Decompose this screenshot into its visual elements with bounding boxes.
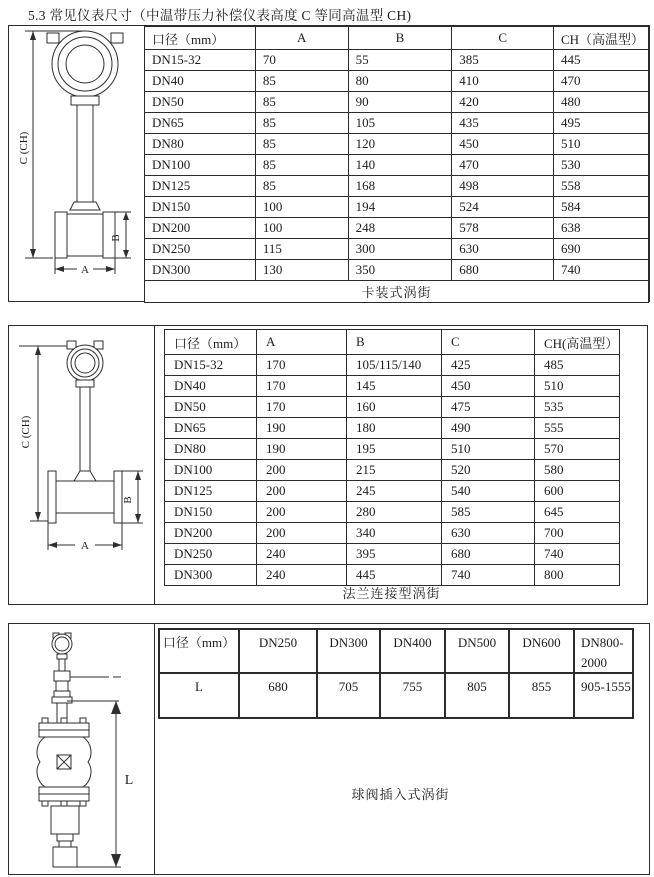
table-cell: 85 [255, 71, 348, 92]
table-cell: DN50 [165, 397, 257, 418]
table-cell: DN100 [145, 155, 256, 176]
table-cell: 100 [255, 197, 348, 218]
table-cell: 245 [347, 481, 442, 502]
table-cell: 160 [347, 397, 442, 418]
table-cell: 498 [452, 176, 554, 197]
clamp-type-drawing-area [9, 26, 145, 301]
table-cell: 530 [554, 155, 649, 176]
table-cell: DN65 [165, 418, 257, 439]
table-cell: 450 [452, 134, 554, 155]
clamp-vortex-flowmeter-drawing [9, 26, 144, 299]
column-header: DN800-2000 [574, 629, 633, 673]
table-cell: DN300 [165, 565, 257, 586]
column-header: 口径（mm） [159, 629, 239, 673]
table-cell: 130 [255, 260, 348, 281]
ball-valve-insertion-vortex-drawing [9, 624, 154, 872]
column-header: C [442, 330, 535, 355]
insertion-type-drawing-area [9, 624, 155, 874]
table-row [165, 544, 620, 565]
table-cell: 638 [554, 218, 649, 239]
table-cell: 300 [348, 239, 452, 260]
table-cell: 240 [257, 544, 347, 565]
table-cell: 740 [535, 544, 620, 565]
table-row [165, 523, 620, 544]
table-row [145, 71, 649, 92]
table-cell: 680 [239, 673, 317, 718]
table-cell: 85 [255, 176, 348, 197]
table-cell: 385 [452, 50, 554, 71]
table-caption: 卡装式涡街 [145, 281, 649, 303]
page-title: 5.3 常见仪表尺寸（中温带压力补偿仪表高度 C 等同高温型 CH) [28, 8, 412, 23]
table-cell: 145 [347, 376, 442, 397]
table-cell: 85 [255, 134, 348, 155]
table-row [165, 355, 620, 376]
table-cell: 510 [554, 134, 649, 155]
table-cell: 200 [257, 481, 347, 502]
dim-label-a: A [81, 264, 89, 276]
data-table [164, 329, 620, 586]
table-row [145, 113, 649, 134]
clamp-type-section [8, 25, 650, 302]
table-header-row [159, 629, 633, 673]
table-cell: DN80 [145, 134, 256, 155]
table-cell: 485 [535, 355, 620, 376]
table-cell: 195 [347, 439, 442, 460]
table-cell: 490 [442, 418, 535, 439]
table-cell: 140 [348, 155, 452, 176]
table-cell: 690 [554, 239, 649, 260]
data-table [144, 26, 649, 303]
table-cell: 170 [257, 397, 347, 418]
table-row [165, 460, 620, 481]
flange-type-caption: 法兰连接型涡街 [342, 586, 441, 601]
flange-vortex-flowmeter-drawing [9, 326, 154, 602]
table-row [165, 418, 620, 439]
table-cell: 480 [554, 92, 649, 113]
table-cell: 85 [255, 155, 348, 176]
table-cell: DN40 [165, 376, 257, 397]
table-cell: 470 [452, 155, 554, 176]
table-cell: DN200 [165, 523, 257, 544]
table-cell: 645 [535, 502, 620, 523]
table-row [165, 502, 620, 523]
table-cell: 435 [452, 113, 554, 134]
table-cell: 570 [535, 439, 620, 460]
dim-label-b: B [122, 496, 134, 504]
table-row [145, 197, 649, 218]
dim-label-l: L [124, 773, 134, 788]
table-cell: 240 [257, 565, 347, 586]
table-cell: 495 [554, 113, 649, 134]
table-cell: DN150 [145, 197, 256, 218]
dim-label-a: A [81, 540, 89, 552]
table-cell: 194 [348, 197, 452, 218]
table-cell: 584 [554, 197, 649, 218]
table-row [145, 260, 649, 281]
table-cell: 85 [255, 92, 348, 113]
column-header: B [348, 27, 452, 50]
table-cell: 700 [535, 523, 620, 544]
table-cell: 450 [442, 376, 535, 397]
table-row [165, 376, 620, 397]
table-row [145, 218, 649, 239]
table-cell: DN40 [145, 71, 256, 92]
table-cell: 630 [452, 239, 554, 260]
table-header-row [165, 330, 620, 355]
column-header: DN400 [380, 629, 445, 673]
table-cell: 190 [257, 418, 347, 439]
table-cell: 200 [257, 523, 347, 544]
table-cell: 445 [554, 50, 649, 71]
table-header-row [145, 27, 649, 50]
table-row [145, 134, 649, 155]
table-cell: 445 [347, 565, 442, 586]
table-cell: 555 [535, 418, 620, 439]
table-cell: 805 [445, 673, 509, 718]
table-cell: 540 [442, 481, 535, 502]
flange-type-drawing-area [9, 326, 155, 604]
head-tab-right [111, 33, 123, 43]
table-cell: DN125 [145, 176, 256, 197]
table-cell: 740 [554, 260, 649, 281]
table-cell: 410 [452, 71, 554, 92]
table-cell: DN80 [165, 439, 257, 460]
table-row [165, 397, 620, 418]
table-cell: 470 [554, 71, 649, 92]
flange-type-section [8, 325, 648, 605]
insertion-type-section [8, 623, 650, 875]
table-cell: 70 [255, 50, 348, 71]
dim-label-c: C (CH) [20, 415, 32, 449]
table-cell: 524 [452, 197, 554, 218]
table-cell: 170 [257, 355, 347, 376]
table-cell: 510 [535, 376, 620, 397]
table-cell: 680 [452, 260, 554, 281]
dim-label-c: C (CH) [18, 131, 30, 165]
flange-type-table [164, 329, 620, 586]
table-cell: 705 [317, 673, 380, 718]
table-cell: 585 [442, 502, 535, 523]
table-cell: 280 [347, 502, 442, 523]
table-cell: 350 [348, 260, 452, 281]
column-header: DN300 [317, 629, 380, 673]
table-cell: 170 [257, 376, 347, 397]
table-cell: 215 [347, 460, 442, 481]
clamp-type-table [144, 26, 649, 303]
column-header: 口径（mm） [145, 27, 256, 50]
column-header: DN500 [445, 629, 509, 673]
table-cell: 105/115/140 [347, 355, 442, 376]
table-cell: DN250 [165, 544, 257, 565]
table-cell: DN125 [165, 481, 257, 502]
table-cell: 100 [255, 218, 348, 239]
table-cell: 115 [255, 239, 348, 260]
table-cell: 475 [442, 397, 535, 418]
table-cell: 420 [452, 92, 554, 113]
column-header: A [255, 27, 348, 50]
table-cell: 180 [347, 418, 442, 439]
column-header: DN250 [239, 629, 317, 673]
table-cell: 200 [257, 460, 347, 481]
table-cell: 90 [348, 92, 452, 113]
column-header: B [347, 330, 442, 355]
table-cell: 630 [442, 523, 535, 544]
table-cell: 535 [535, 397, 620, 418]
table-cell: DN100 [165, 460, 257, 481]
table-cell: 578 [452, 218, 554, 239]
table-cell: 85 [255, 113, 348, 134]
table-cell: 340 [347, 523, 442, 544]
table-cell: DN50 [145, 92, 256, 113]
column-header: CH(高温型） [535, 330, 620, 355]
table-cell: DN300 [145, 260, 256, 281]
table-cell: 200 [257, 502, 347, 523]
table-cell: DN15-32 [165, 355, 257, 376]
table-cell: 190 [257, 439, 347, 460]
table-cell: 55 [348, 50, 452, 71]
table-row [145, 50, 649, 71]
table-cell: 105 [348, 113, 452, 134]
table-cell: 395 [347, 544, 442, 565]
table-row [165, 481, 620, 502]
column-header: A [257, 330, 347, 355]
table-cell: 580 [535, 460, 620, 481]
insertion-type-caption: 球阀插入式涡街 [351, 787, 450, 802]
table-cell: DN200 [145, 218, 256, 239]
table-cell: 755 [380, 673, 445, 718]
table-cell: DN150 [165, 502, 257, 523]
table-cell: 120 [348, 134, 452, 155]
table-caption-row [145, 281, 649, 303]
table-row [145, 92, 649, 113]
table-cell: L [159, 673, 239, 718]
table-cell: 680 [442, 544, 535, 565]
table-cell: 558 [554, 176, 649, 197]
head-tab-left [47, 33, 59, 43]
table-cell: 800 [535, 565, 620, 586]
table-cell: 80 [348, 71, 452, 92]
column-header: DN600 [509, 629, 574, 673]
table-cell: 600 [535, 481, 620, 502]
table-row [145, 176, 649, 197]
data-table [158, 628, 634, 719]
table-cell: 520 [442, 460, 535, 481]
table-row [159, 673, 633, 718]
table-cell: 425 [442, 355, 535, 376]
table-cell: DN15-32 [145, 50, 256, 71]
table-cell: DN250 [145, 239, 256, 260]
column-header: C [452, 27, 554, 50]
table-cell: 510 [442, 439, 535, 460]
table-row [165, 439, 620, 460]
table-cell: 855 [509, 673, 574, 718]
table-cell: 248 [348, 218, 452, 239]
insertion-type-table [158, 628, 634, 719]
table-row [145, 239, 649, 260]
column-header: 口径（mm） [165, 330, 257, 355]
column-header: CH（高温型） [554, 27, 649, 50]
dim-label-b: B [110, 234, 122, 242]
table-row [145, 155, 649, 176]
table-cell: 905-1555 [574, 673, 633, 718]
table-cell: 740 [442, 565, 535, 586]
table-cell: DN65 [145, 113, 256, 134]
table-cell: 168 [348, 176, 452, 197]
